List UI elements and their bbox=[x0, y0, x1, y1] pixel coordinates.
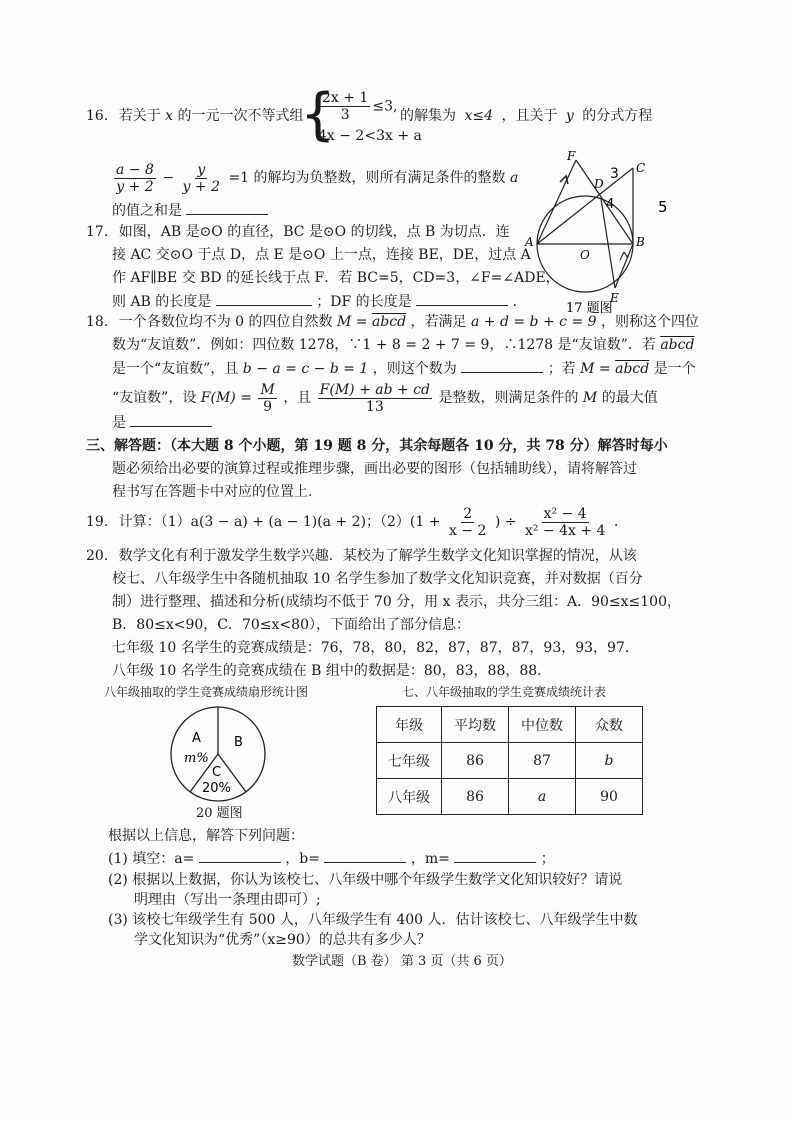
q18-line3: 是一个“友谊数”，且 b − a = c − b = 1 ，则这个数为 ；若 M = abcd 是一个 bbox=[112, 358, 696, 379]
q19-line: 19. 计算：（1）a(3 − a) + (a − 1)(a + 2)；（2）(1 + $\frac{2}{x - 2}$ ) ÷ $\frac{\text{x² − 4}}{\text{x² − 4x + 4}}$ . bbox=[86, 505, 619, 539]
answer-m-blank[interactable] bbox=[454, 848, 536, 863]
header-cell: 年级 bbox=[377, 707, 442, 743]
section3-line1: 三、解答题：（本大题 8 个小题，第 19 题 8 分，其余每题各 10 分，共 78 分）解答时每小 bbox=[86, 438, 668, 454]
slice-b-label: B bbox=[234, 735, 243, 750]
answer-b-blank[interactable] bbox=[324, 848, 406, 863]
table-cell: 87 bbox=[509, 743, 576, 779]
q20-line3: 制）进行整理、描述和分析(成绩均不低于 70 分，用 x 表示，共分三组：A．90≤x≤100， bbox=[112, 594, 681, 610]
q16-line1: 16. 若关于 x 的一元一次不等式组 bbox=[86, 108, 304, 124]
q17-line4: 则 AB 的长度是 ；DF 的长度是 . bbox=[112, 291, 517, 312]
table-cell: a bbox=[509, 779, 576, 815]
hw-label-3: 3 bbox=[610, 166, 619, 182]
table-cell: 86 bbox=[442, 779, 509, 815]
q16-answer-blank[interactable] bbox=[186, 200, 268, 215]
q20-figure-caption: 20 题图 bbox=[196, 806, 243, 821]
label-a: A bbox=[525, 235, 534, 249]
section3-line2: 题必须给出必要的演算过程或推理步骤，画出必要的图形（包括辅助线），请将解答过 bbox=[112, 461, 637, 477]
q20-sub3-line2: 学文化知识为“优秀”（x≥90）的总共有多少人？ bbox=[134, 932, 431, 948]
q17-line2: 接 AC 交⊙O 于点 D，点 E 是⊙O 上一点，连接 BE，DE，过点 A bbox=[112, 247, 531, 263]
q16-line1-rest: 的解集为 x≤4 ，且关于 y 的分式方程 bbox=[400, 108, 653, 124]
q18-line2: 数为“友谊数”．例如：四位数 1278，∵1 + 8 = 2 + 7 = 9，∴1278 是“友谊数”．若 abcd bbox=[112, 337, 695, 353]
q20-sub2-line2: 明理由（写出一条理由即可）; bbox=[134, 892, 321, 908]
label-d: D bbox=[594, 177, 604, 191]
slice-c-label: C bbox=[212, 765, 222, 780]
q18-number-blank[interactable] bbox=[461, 358, 543, 373]
q17-caption: 17 题图 bbox=[566, 301, 613, 316]
label-e: E bbox=[610, 291, 619, 305]
segment-be bbox=[615, 244, 633, 288]
q20-sub2-line1: (2) 根据以上数据，你认为该校七、八年级中哪个年级学生数学文化知识较好？请说 bbox=[108, 872, 623, 888]
q16-line2: $\frac{a - 8}{y + 2}$ − $\frac{y}{y + 2}$ =1 的解均为负整数，则所有满足条件的整数 a bbox=[116, 161, 519, 195]
left-brace: { bbox=[300, 82, 336, 147]
label-o: O bbox=[580, 248, 590, 262]
q20-line1: 20. 数学文化有利于激发学生数学兴趣．某校为了解学生数学文化知识掌握的情况，从该 bbox=[86, 548, 637, 564]
q18-line5: 是 bbox=[112, 412, 212, 433]
q17-line3: 作 AF∥BE 交 BD 的延长线于点 F．若 BC=5，CD=3，∠F=∠ADE， bbox=[112, 270, 560, 286]
q17-df-blank[interactable] bbox=[416, 291, 508, 306]
section3-line3: 程书写在答题卡中对应的位置上. bbox=[112, 484, 313, 500]
table-cell: b bbox=[576, 743, 643, 779]
stats-table bbox=[376, 706, 643, 815]
q17-line1: 17. 如图，AB 是⊙O 的直径，BC 是⊙O 的切线，点 B 为切点．连 bbox=[86, 224, 510, 240]
table-cell: 90 bbox=[576, 779, 643, 815]
slice-a-label: A bbox=[192, 731, 201, 746]
q16-line3: 的值之和是 bbox=[112, 200, 268, 221]
q18-line4: “友谊数”，设 F(M) = $\frac{M}{9}$ ，且 $\frac{F(M) + ab + cd}{13}$ 是整数，则满足条件的 M 的最大值 bbox=[112, 381, 658, 415]
header-cell: 众数 bbox=[576, 707, 643, 743]
hw-label-5: 5 bbox=[658, 198, 668, 216]
answer-a-blank[interactable] bbox=[199, 848, 281, 863]
q17-figure bbox=[520, 148, 670, 316]
q16-inequality-system: { $\frac{2x + 1}{3}$ ≤3, 4x − 2<3x + a bbox=[300, 82, 422, 147]
table-cell: 七年级 bbox=[377, 743, 442, 779]
hw-arrow-icon bbox=[560, 176, 568, 184]
table-cell: 八年级 bbox=[377, 779, 442, 815]
header-cell: 中位数 bbox=[509, 707, 576, 743]
page-footer: 数学试题（B 卷） 第 3 页（共 6 页） bbox=[292, 954, 512, 969]
q20-line6: 八年级 10 名学生的竞赛成绩在 B 组中的数据是：80，83，88，88． bbox=[112, 663, 552, 679]
q18-max-blank[interactable] bbox=[130, 412, 212, 427]
q18-line1: 18. 一个各数位均不为 0 的四位自然数 M = abcd ，若满足 a + d = b + c = 9 ，则称这个四位 bbox=[86, 314, 699, 330]
slice-a-value: m% bbox=[184, 751, 209, 766]
table-row bbox=[377, 743, 643, 779]
q20-line5: 七年级 10 名学生的竞赛成绩是：76，78，80，82，87，87，87，93，93，97． bbox=[112, 640, 639, 656]
q20-sub1: (1) 填空：a= ，b= ，m= ； bbox=[108, 848, 555, 869]
header-cell: 平均数 bbox=[442, 707, 509, 743]
table-title: 七、八年级抽取的学生竞赛成绩统计表 bbox=[402, 685, 607, 699]
q20-sub3-line1: (3) 该校七年级学生有 500 人，八年级学生有 400 人．估计该校七、八年级学生中数 bbox=[108, 912, 638, 928]
segment-af bbox=[537, 160, 576, 244]
slice-c-value: 20% bbox=[202, 781, 231, 796]
segment-bf bbox=[576, 160, 633, 244]
q17-ab-blank[interactable] bbox=[216, 291, 312, 306]
table-header-row bbox=[377, 707, 643, 743]
table-row bbox=[377, 779, 643, 815]
q20-line4: B．80≤x<90，C．70≤x<80），下面给出了部分信息： bbox=[112, 617, 470, 633]
pie-chart-title: 八年级抽取的学生竞赛成绩扇形统计图 bbox=[104, 685, 309, 699]
q20-line2: 校七、八年级学生中各随机抽取 10 名学生参加了数学文化知识竞赛，并对数据（百分 bbox=[112, 571, 643, 587]
table-cell: 86 bbox=[442, 743, 509, 779]
label-f: F bbox=[567, 149, 576, 163]
q20-intro: 根据以上信息，解答下列问题： bbox=[108, 828, 304, 844]
label-b: B bbox=[636, 235, 645, 249]
pie-chart bbox=[168, 704, 268, 804]
hw-label-4: 4 bbox=[606, 197, 615, 212]
label-c: C bbox=[636, 161, 646, 175]
